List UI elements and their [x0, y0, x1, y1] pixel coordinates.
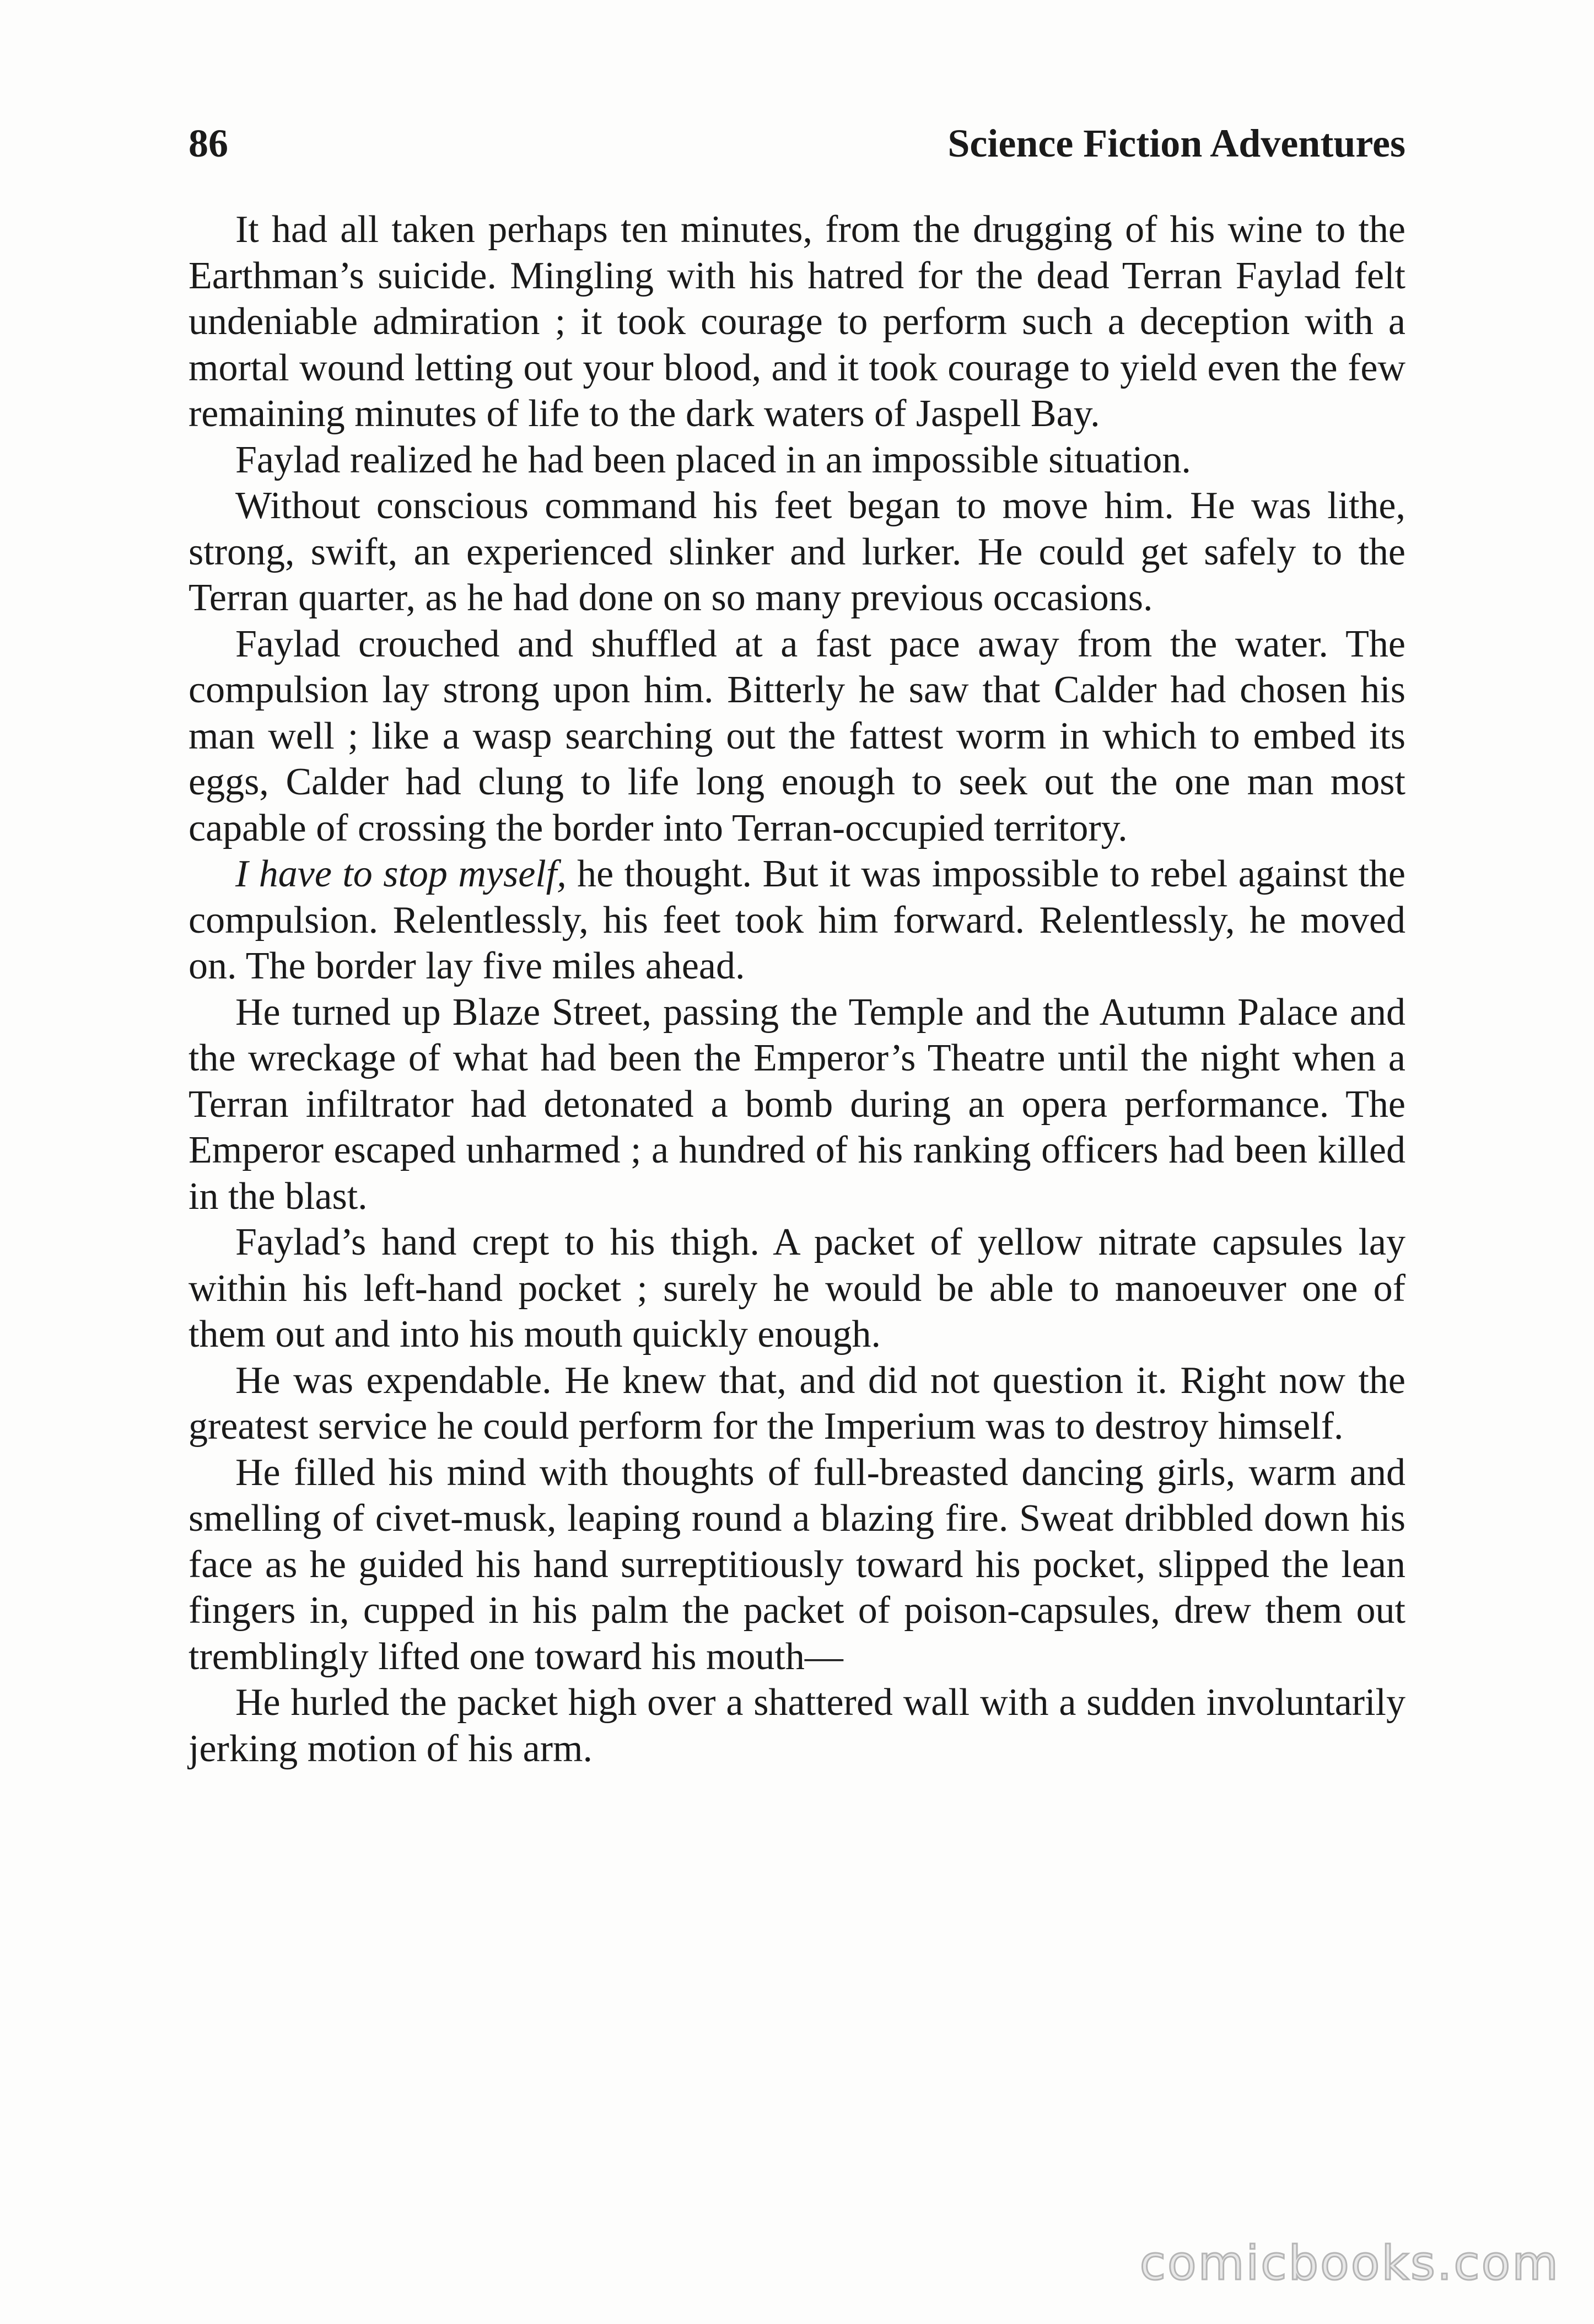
paragraph: It had all taken perhaps ten minutes, from the drugging of his wine to the Earthman’s suicide. Mingling with his hatred for the dead Terran Faylad felt undeniable admiration ; it took courage to perform such a deception with a mortal wound letting out your blood, and it took courage to yield even the few remaining minutes of life to the dark waters of Jaspell Bay. — [189, 208, 1405, 435]
paragraph-continuation: he thought. But it was impossible to rebel against the compulsion. Relentlessly, his feet took him forward. Relentlessly, he moved on. The border lay five miles ahead. — [189, 853, 1405, 987]
watermark-logo: comicbooks.com — [1139, 2236, 1560, 2291]
italic-thought: I have to stop myself, — [235, 853, 567, 895]
paragraph: He filled his mind with thoughts of full-breasted dancing girls, warm and smelling of civet-musk, leaping round a blazing fire. Sweat dribbled down his face as he guided his hand surreptitiously toward his pocket, slipped the lean fingers in, cupped in his palm the packet of poison-capsules, drew them out tremblingly lifted one toward his mouth— — [189, 1451, 1405, 1678]
paragraph: He hurled the packet high over a shattered wall with a sudden involuntarily jerking motion of his arm. — [189, 1681, 1405, 1770]
paragraph-with-italic — [189, 851, 1405, 989]
paragraph: Without conscious command his feet began to move him. He was lithe, strong, swift, an experienced slinker and lurker. He could get safely to the Terran quarter, as he had done on so many previous occasions. — [189, 485, 1405, 619]
page-number: 86 — [189, 121, 228, 165]
paragraph: He turned up Blaze Street, passing the Temple and the Autumn Palace and the wreckage of what had been the Emperor’s Theatre until the night when a Terran infiltrator had detonated a bomb during an opera performance. The Emperor escaped unharmed ; a hundred of his ranking officers had been killed in the blast. — [189, 991, 1405, 1218]
page-header — [189, 113, 1405, 174]
paragraph: Faylad crouched and shuffled at a fast pace away from the water. The compulsion lay strong upon him. Bitterly he saw that Calder had chosen his man well ; like a wasp searching out the fattest worm in which to embed its eggs, Calder had clung to life long enough to seek out the one man most capable of crossing the border into Terran-occupied territory. — [189, 622, 1405, 849]
running-title: Science Fiction Adventures — [947, 121, 1405, 165]
story-text — [189, 207, 1405, 1772]
paragraph: Faylad’s hand crept to his thigh. A packet of yellow nitrate capsules lay within his left-hand pocket ; surely he would be able to manoeuver one of them out and into his mouth quickly enough. — [189, 1221, 1405, 1355]
paragraph: He was expendable. He knew that, and did not question it. Right now the greatest service he could perform for the Imperium was to destroy himself. — [189, 1359, 1405, 1448]
paragraph: Faylad realized he had been placed in an impossible situation. — [235, 438, 1191, 481]
